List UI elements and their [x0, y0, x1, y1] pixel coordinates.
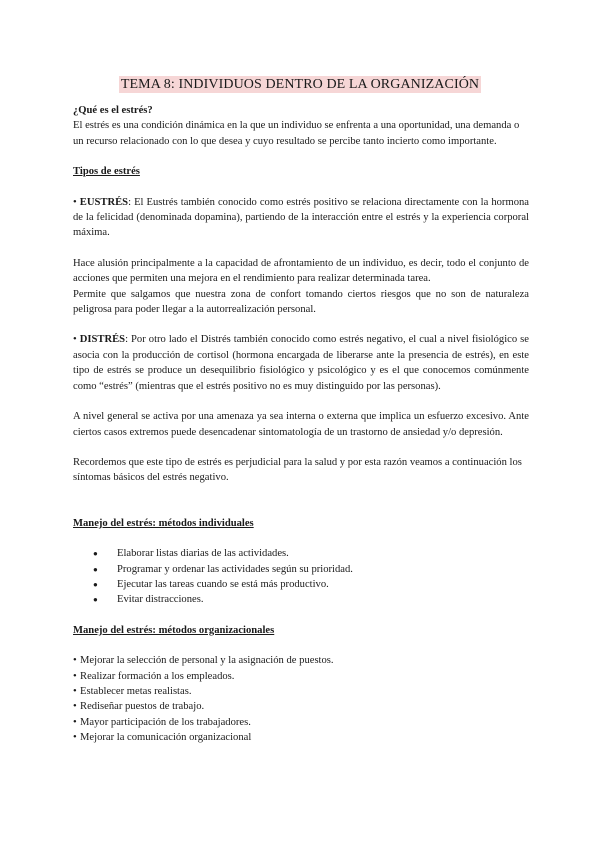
list-item: ● Elaborar listas diarias de las actividades.	[93, 546, 529, 561]
eustres-bullet: •	[73, 196, 77, 208]
organizational-methods-list	[73, 653, 529, 745]
eustres-text: : El Eustrés también conocido como estrés positivo se relaciona directamente con la hormona de la felicidad (denominada dopamina), partiendo de la interacción entre el estrés y la experiencia corporal máxima.	[73, 196, 529, 239]
list-item: ● Programar y ordenar las actividades según su prioridad.	[93, 562, 529, 577]
title-block	[0, 75, 600, 93]
distres-text: : Por otro lado el Distrés también conocido como estrés negativo, el cual a nivel fisiológico se asocia con la producción de cortisol (hormona encargada de liberarse ante la presencia de estrés), en este tipo de estrés se produce un desequilibrio fisiológico y psicológico y es el que conocemos comúnmente como “estrés” (mientras que el estrés positivo no es muy distinguido por las personas).	[73, 334, 529, 392]
list-item: • Rediseñar puestos de trabajo.	[73, 699, 529, 714]
page-title: TEMA 8: INDIVIDUOS DENTRO DE LA ORGANIZACIÓN	[120, 77, 480, 92]
distres-paragraph-3: Recordemos que este tipo de estrés es perjudicial para la salud y por esta razón veamos a continuación los síntomas básicos del estrés negativo.	[73, 456, 522, 484]
individual-methods-list	[73, 546, 529, 608]
list-item: ● Ejecutar las tareas cuando se está más productivo.	[93, 577, 529, 592]
types-heading: Tipos de estrés	[73, 166, 140, 178]
eustres-term: EUSTRÉS	[79, 196, 129, 208]
list-item: • Mayor participación de los trabajadores.	[73, 715, 529, 730]
content	[73, 103, 529, 746]
organizational-methods-heading: Manejo del estrés: métodos organizacionales	[73, 624, 275, 636]
list-item: • Mejorar la comunicación organizacional	[73, 730, 529, 745]
eustres-paragraph	[73, 195, 529, 241]
list-item: • Realizar formación a los empleados.	[73, 669, 529, 684]
eustres-paragraph-3: Permite que salgamos que nuestra zona de confort tomando ciertos riesgos que no son de naturaleza peligrosa para poder llegar a la autorrealización personal.	[73, 288, 529, 316]
distres-bullet: •	[73, 334, 77, 346]
list-item: • Establecer metas realistas.	[73, 684, 529, 699]
list-item: • Mejorar la selección de personal y la asignación de puestos.	[73, 653, 529, 668]
distres-paragraph	[73, 332, 529, 394]
list-item: ● Evitar distracciones.	[93, 592, 529, 607]
eustres-paragraph-2: Hace alusión principalmente a la capacidad de afrontamiento de un individuo, es decir, todo el conjunto de acciones que permiten una mejora en el rendimiento para realizar determinada tarea.	[73, 257, 529, 285]
question-heading: ¿Qué es el estrés?	[73, 105, 153, 116]
individual-methods-heading: Manejo del estrés: métodos individuales	[73, 517, 254, 529]
distres-term: DISTRÉS	[79, 334, 126, 346]
definition-paragraph: El estrés es una condición dinámica en la que un individuo se enfrenta a una oportunidad, una demanda o un recurso relacionado con lo que desea y cuyo resultado se percibe tanto incierto como importante.	[73, 120, 520, 147]
distres-paragraph-2: A nivel general se activa por una amenaza ya sea interna o externa que implica un esfuerzo excesivo. Ante ciertos casos extremos puede desencadenar sintomatología de un trastorno de ansiedad y/o depresión.	[73, 411, 529, 438]
